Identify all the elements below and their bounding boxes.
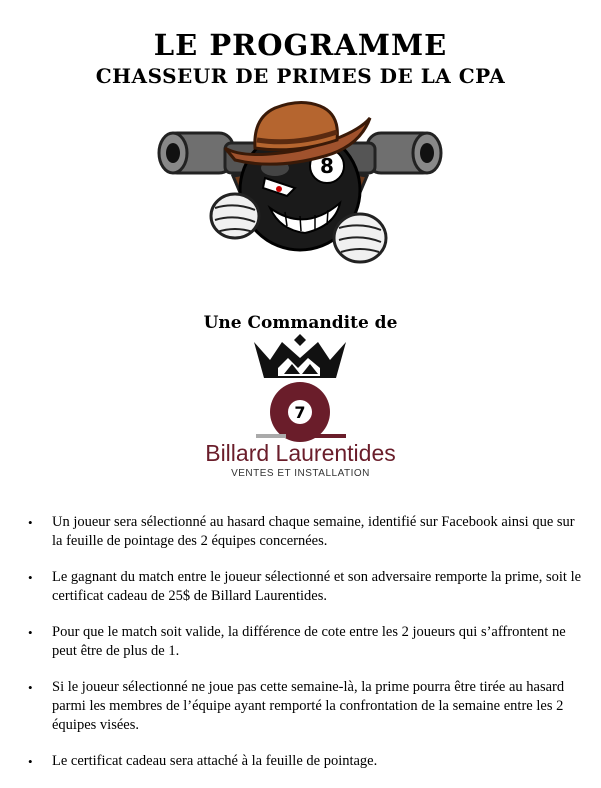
rule-text: Si le joueur sélectionné ne joue pas cette semaine-là, la prime pourra être tirée au hasard parmi les membres de l’équipe ayant remporté la confrontation de la semaine entre les 2 équipes visées.	[52, 679, 565, 733]
rule-text: Le certificat cadeau sera attaché à la feuille de pointage.	[52, 753, 378, 769]
bullet-icon: •	[28, 570, 33, 585]
page-subtitle: CHASSEUR DE PRIMES DE LA CPA	[95, 64, 506, 88]
eight-ball-cowboy-with-guns-icon	[155, 98, 445, 268]
list-item	[28, 623, 588, 661]
bullet-icon: •	[28, 625, 33, 640]
crown-icon	[254, 334, 346, 378]
right-hand-icon	[334, 214, 386, 262]
list-item	[28, 568, 588, 606]
page-title: LE PROGRAMME	[153, 28, 448, 62]
bullet-icon: •	[28, 515, 33, 530]
left-hand-icon	[211, 194, 259, 238]
brand-name: Billard Laurentides	[205, 440, 396, 466]
bullet-icon: •	[28, 680, 33, 695]
sponsor-heading: Une Commandite de	[203, 313, 398, 333]
rule-text: Un joueur sera sélectionné au hasard chaque semaine, identifié sur Facebook ainsi que sur la feuille de pointage des 2 équipes concernées.	[52, 514, 575, 549]
list-item	[28, 678, 588, 735]
rule-text: Le gagnant du match entre le joueur sélectionné et son adversaire remporte la prime, soit le certificat cadeau de 25$ de Billard Laurentides.	[52, 569, 582, 604]
ball-number: 8	[320, 154, 334, 178]
billard-laurentides-logo-icon	[248, 334, 352, 446]
brand-tagline: VENTES ET INSTALLATION	[231, 468, 370, 479]
list-item	[28, 752, 588, 771]
bullet-icon: •	[28, 754, 33, 769]
rules-list	[28, 513, 588, 788]
list-item	[28, 513, 588, 551]
logo-ball-number: 7	[294, 403, 306, 422]
rule-text: Pour que le match soit valide, la différence de cote entre les 2 joueurs qui s’affrontent ne peut être de plus de 1.	[52, 624, 566, 659]
